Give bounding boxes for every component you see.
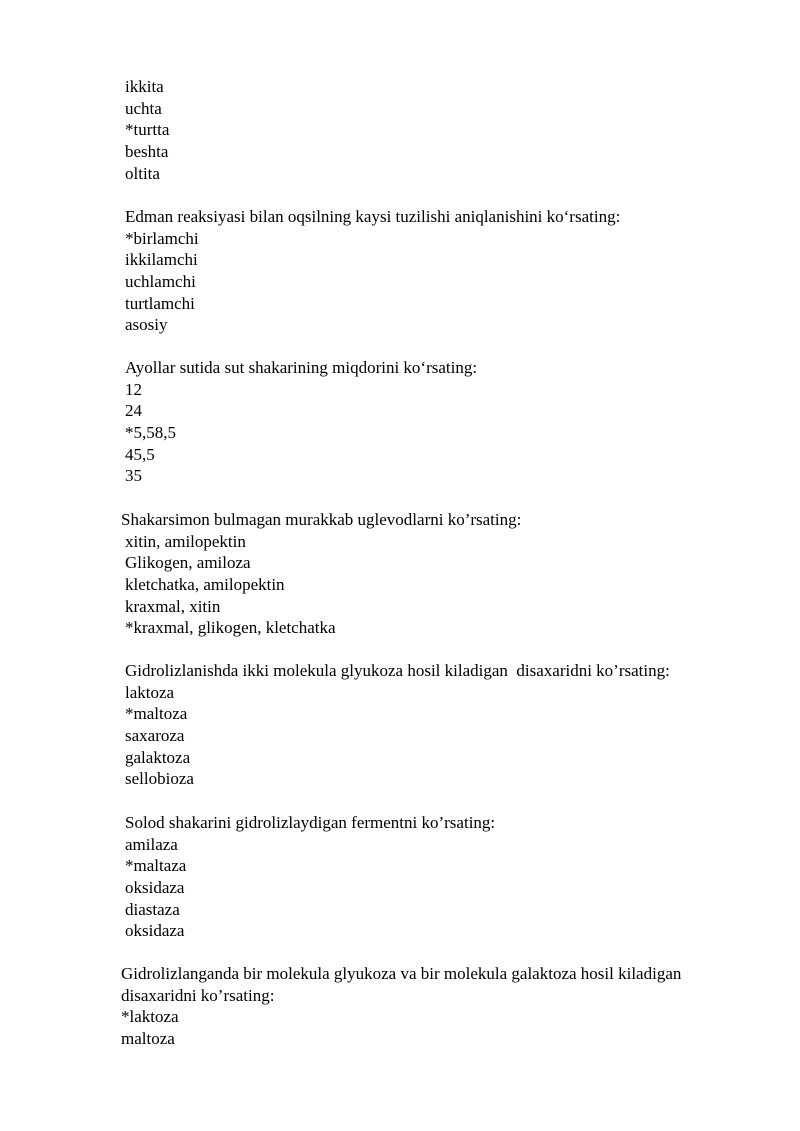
- answer-list: [125, 76, 169, 184]
- option-text: *5,58,5: [125, 423, 176, 443]
- option-text: 12: [125, 379, 142, 399]
- option-text: xitin, amilopektin: [125, 531, 246, 551]
- option-text: 35: [125, 466, 142, 486]
- option-text: saxaroza: [125, 726, 185, 746]
- option-text: laktoza: [125, 682, 175, 702]
- option-text: oksidaza: [125, 878, 185, 898]
- option-text: turtlamchi: [125, 293, 195, 313]
- question-text: disaxaridni ko’rsating:: [121, 985, 275, 1005]
- option-text: *kraxmal, glikogen, kletchatka: [125, 618, 336, 638]
- option-text: beshta: [125, 142, 169, 162]
- option-text: sellobioza: [125, 769, 194, 789]
- question-block: [125, 660, 670, 790]
- question-block: [121, 963, 681, 1050]
- option-text: Glikogen, amiloza: [125, 553, 251, 573]
- question-text: Gidrolizlanganda bir molekula glyukoza va bir molekula galaktoza hosil kiladigan: [121, 964, 682, 983]
- option-text: asosiy: [125, 315, 168, 335]
- option-text: ikkilamchi: [125, 250, 198, 270]
- question-block: [121, 509, 521, 639]
- option-text: diastaza: [125, 899, 180, 919]
- option-text: oksidaza: [125, 921, 185, 941]
- option-text: uchlamchi: [125, 272, 196, 292]
- option-text: *laktoza: [121, 1007, 179, 1027]
- option-text: *maltaza: [125, 856, 187, 876]
- option-text: uchta: [125, 98, 162, 118]
- option-text: *birlamchi: [125, 228, 199, 248]
- option-text: galaktoza: [125, 747, 191, 767]
- option-text: oltita: [125, 163, 160, 183]
- option-text: kraxmal, xitin: [125, 596, 221, 616]
- question-text: Solod shakarini gidrolizlaydigan fermentni ko’rsating:: [125, 813, 496, 832]
- option-text: amilaza: [125, 834, 178, 854]
- option-text: kletchatka, amilopektin: [125, 575, 285, 595]
- question-text: Ayollar sutida sut shakarining miqdorini ko‘rsating:: [125, 358, 478, 377]
- option-text: *turtta: [125, 120, 170, 140]
- question-block: [125, 206, 620, 336]
- option-text: 24: [125, 401, 142, 421]
- question-text: Gidrolizlanishda ikki molekula glyukoza hosil kiladigan disaxaridni ko’rsating:: [125, 661, 670, 680]
- question-block: [125, 812, 495, 942]
- option-text: 45,5: [125, 444, 155, 464]
- question-text: Shakarsimon bulmagan murakkab uglevodlarni ko’rsating:: [121, 510, 522, 529]
- option-text: maltoza: [121, 1029, 175, 1049]
- question-text: Edman reaksiyasi bilan oqsilning kaysi tuzilishi aniqlanishini ko‘rsating:: [125, 207, 621, 226]
- option-text: *maltoza: [125, 704, 188, 724]
- option-text: ikkita: [125, 77, 164, 96]
- question-block: [125, 357, 477, 487]
